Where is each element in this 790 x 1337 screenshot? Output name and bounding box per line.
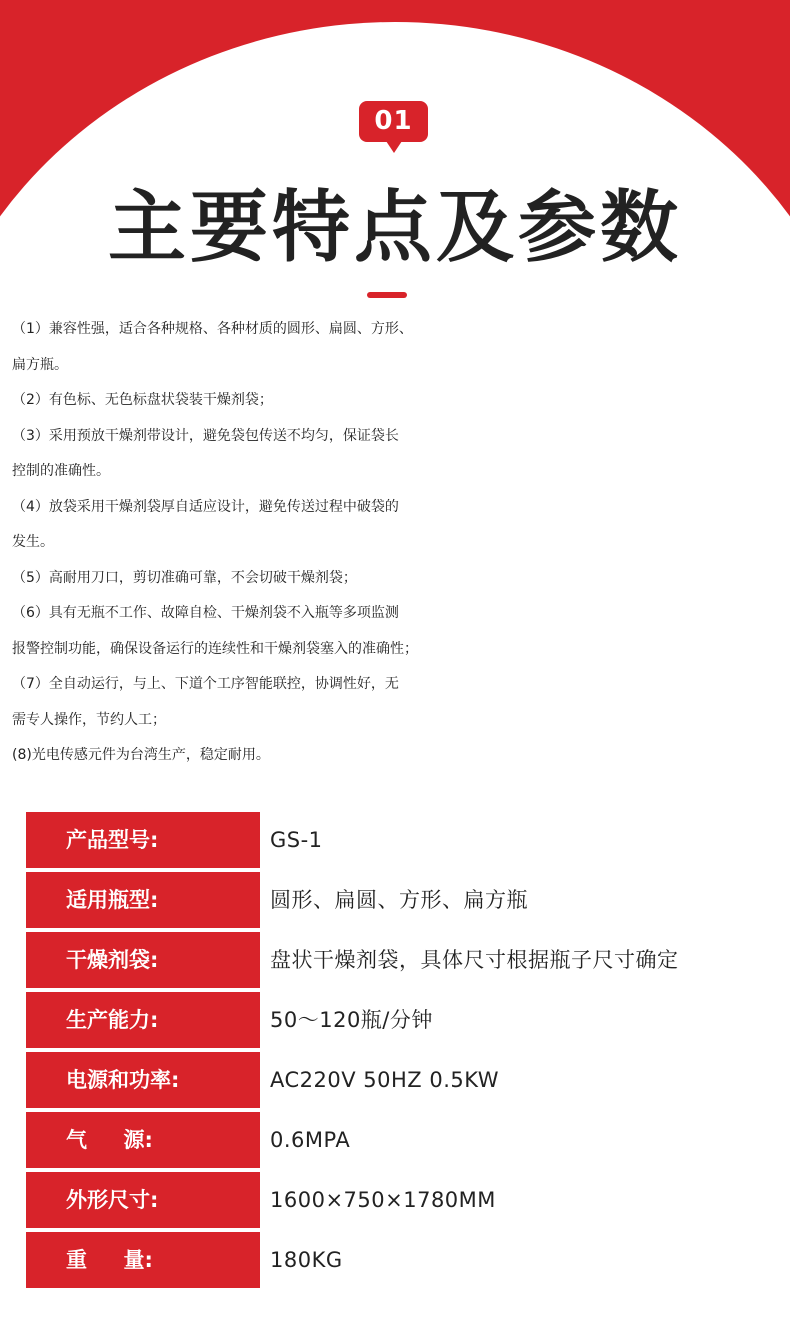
feature-line: （6）具有无瓶不工作、故障自检、干燥剂袋不入瓶等多项监测 <box>12 605 399 621</box>
section-number-badge: 01 <box>359 101 428 142</box>
spec-value: 50～120瓶/分钟 <box>270 1008 433 1032</box>
spec-value: 0.6MPA <box>270 1128 351 1152</box>
feature-line: （4）放袋采用干燥剂袋厚自适应设计，避免传送过程中破袋的 <box>12 498 399 515</box>
spec-value: GS-1 <box>270 828 323 852</box>
feature-line: （1）兼容性强，适合各种规格、各种材质的圆形、扁圆、方形、 <box>12 321 413 337</box>
feature-line: 扁方瓶。 <box>12 356 68 373</box>
feature-line: 控制的准确性。 <box>12 463 110 479</box>
feature-item <box>12 490 790 561</box>
feature-item <box>12 561 790 597</box>
feature-item <box>12 738 790 774</box>
spec-label-cell <box>26 812 260 868</box>
spec-value: 圆形、扁圆、方形、扁方瓶 <box>270 888 528 912</box>
spec-label-cell <box>26 1112 260 1168</box>
spec-label: 外形尺寸: <box>66 1188 159 1212</box>
spec-value: AC220V 50HZ 0.5KW <box>270 1068 500 1092</box>
spec-label: 电源和功率: <box>66 1068 180 1092</box>
spec-label: 气 源: <box>66 1128 153 1152</box>
feature-line: （3）采用预放干燥剂带设计，避免袋包传送不均匀，保证袋长 <box>12 427 399 444</box>
spec-label: 干燥剂袋: <box>66 948 159 972</box>
feature-line: （2）有色标、无色标盘状袋装干燥剂袋； <box>12 392 273 408</box>
spec-label: 生产能力: <box>66 1008 159 1032</box>
feature-item <box>12 667 790 738</box>
feature-list <box>12 312 790 774</box>
feature-line: （7）全自动运行，与上、下道个工序智能联控，协调性好，无 <box>12 676 399 692</box>
spec-label-cell <box>26 1052 260 1108</box>
feature-item <box>12 419 790 490</box>
spec-label-cell <box>26 1172 260 1228</box>
spec-row <box>26 1170 790 1230</box>
spec-label-cell <box>26 872 260 928</box>
spec-row <box>26 870 790 930</box>
spec-value: 1600×750×1780MM <box>270 1188 496 1212</box>
spec-table <box>26 810 790 1290</box>
feature-item <box>12 596 790 667</box>
spec-value: 盘状干燥剂袋，具体尺寸根据瓶子尺寸确定 <box>270 948 679 972</box>
feature-line: 报警控制功能，确保设备运行的连续性和干燥剂袋塞入的准确性； <box>12 640 418 657</box>
page-title: 主要特点及参数 <box>107 183 682 273</box>
spec-label: 产品型号: <box>66 828 159 852</box>
spec-label-cell <box>26 932 260 988</box>
feature-line: 发生。 <box>12 534 54 550</box>
spec-row <box>26 990 790 1050</box>
spec-row <box>26 1050 790 1110</box>
spec-label-cell <box>26 992 260 1048</box>
feature-line: 需专人操作，节约人工； <box>12 711 166 728</box>
feature-item <box>12 383 790 419</box>
spec-label: 适用瓶型: <box>66 888 159 912</box>
feature-line: （5）高耐用刀口，剪切准确可靠，不会切破干燥剂袋； <box>12 569 357 586</box>
title-underline <box>367 292 407 298</box>
spec-label-cell <box>26 1232 260 1288</box>
badge-pointer <box>386 141 402 153</box>
spec-row <box>26 1230 790 1290</box>
spec-row <box>26 930 790 990</box>
spec-label: 重 量: <box>66 1248 153 1272</box>
spec-row <box>26 810 790 870</box>
spec-value: 180KG <box>270 1248 343 1272</box>
feature-item <box>12 312 790 383</box>
feature-line: (8)光电传感元件为台湾生产，稳定耐用。 <box>12 747 270 763</box>
spec-row <box>26 1110 790 1170</box>
